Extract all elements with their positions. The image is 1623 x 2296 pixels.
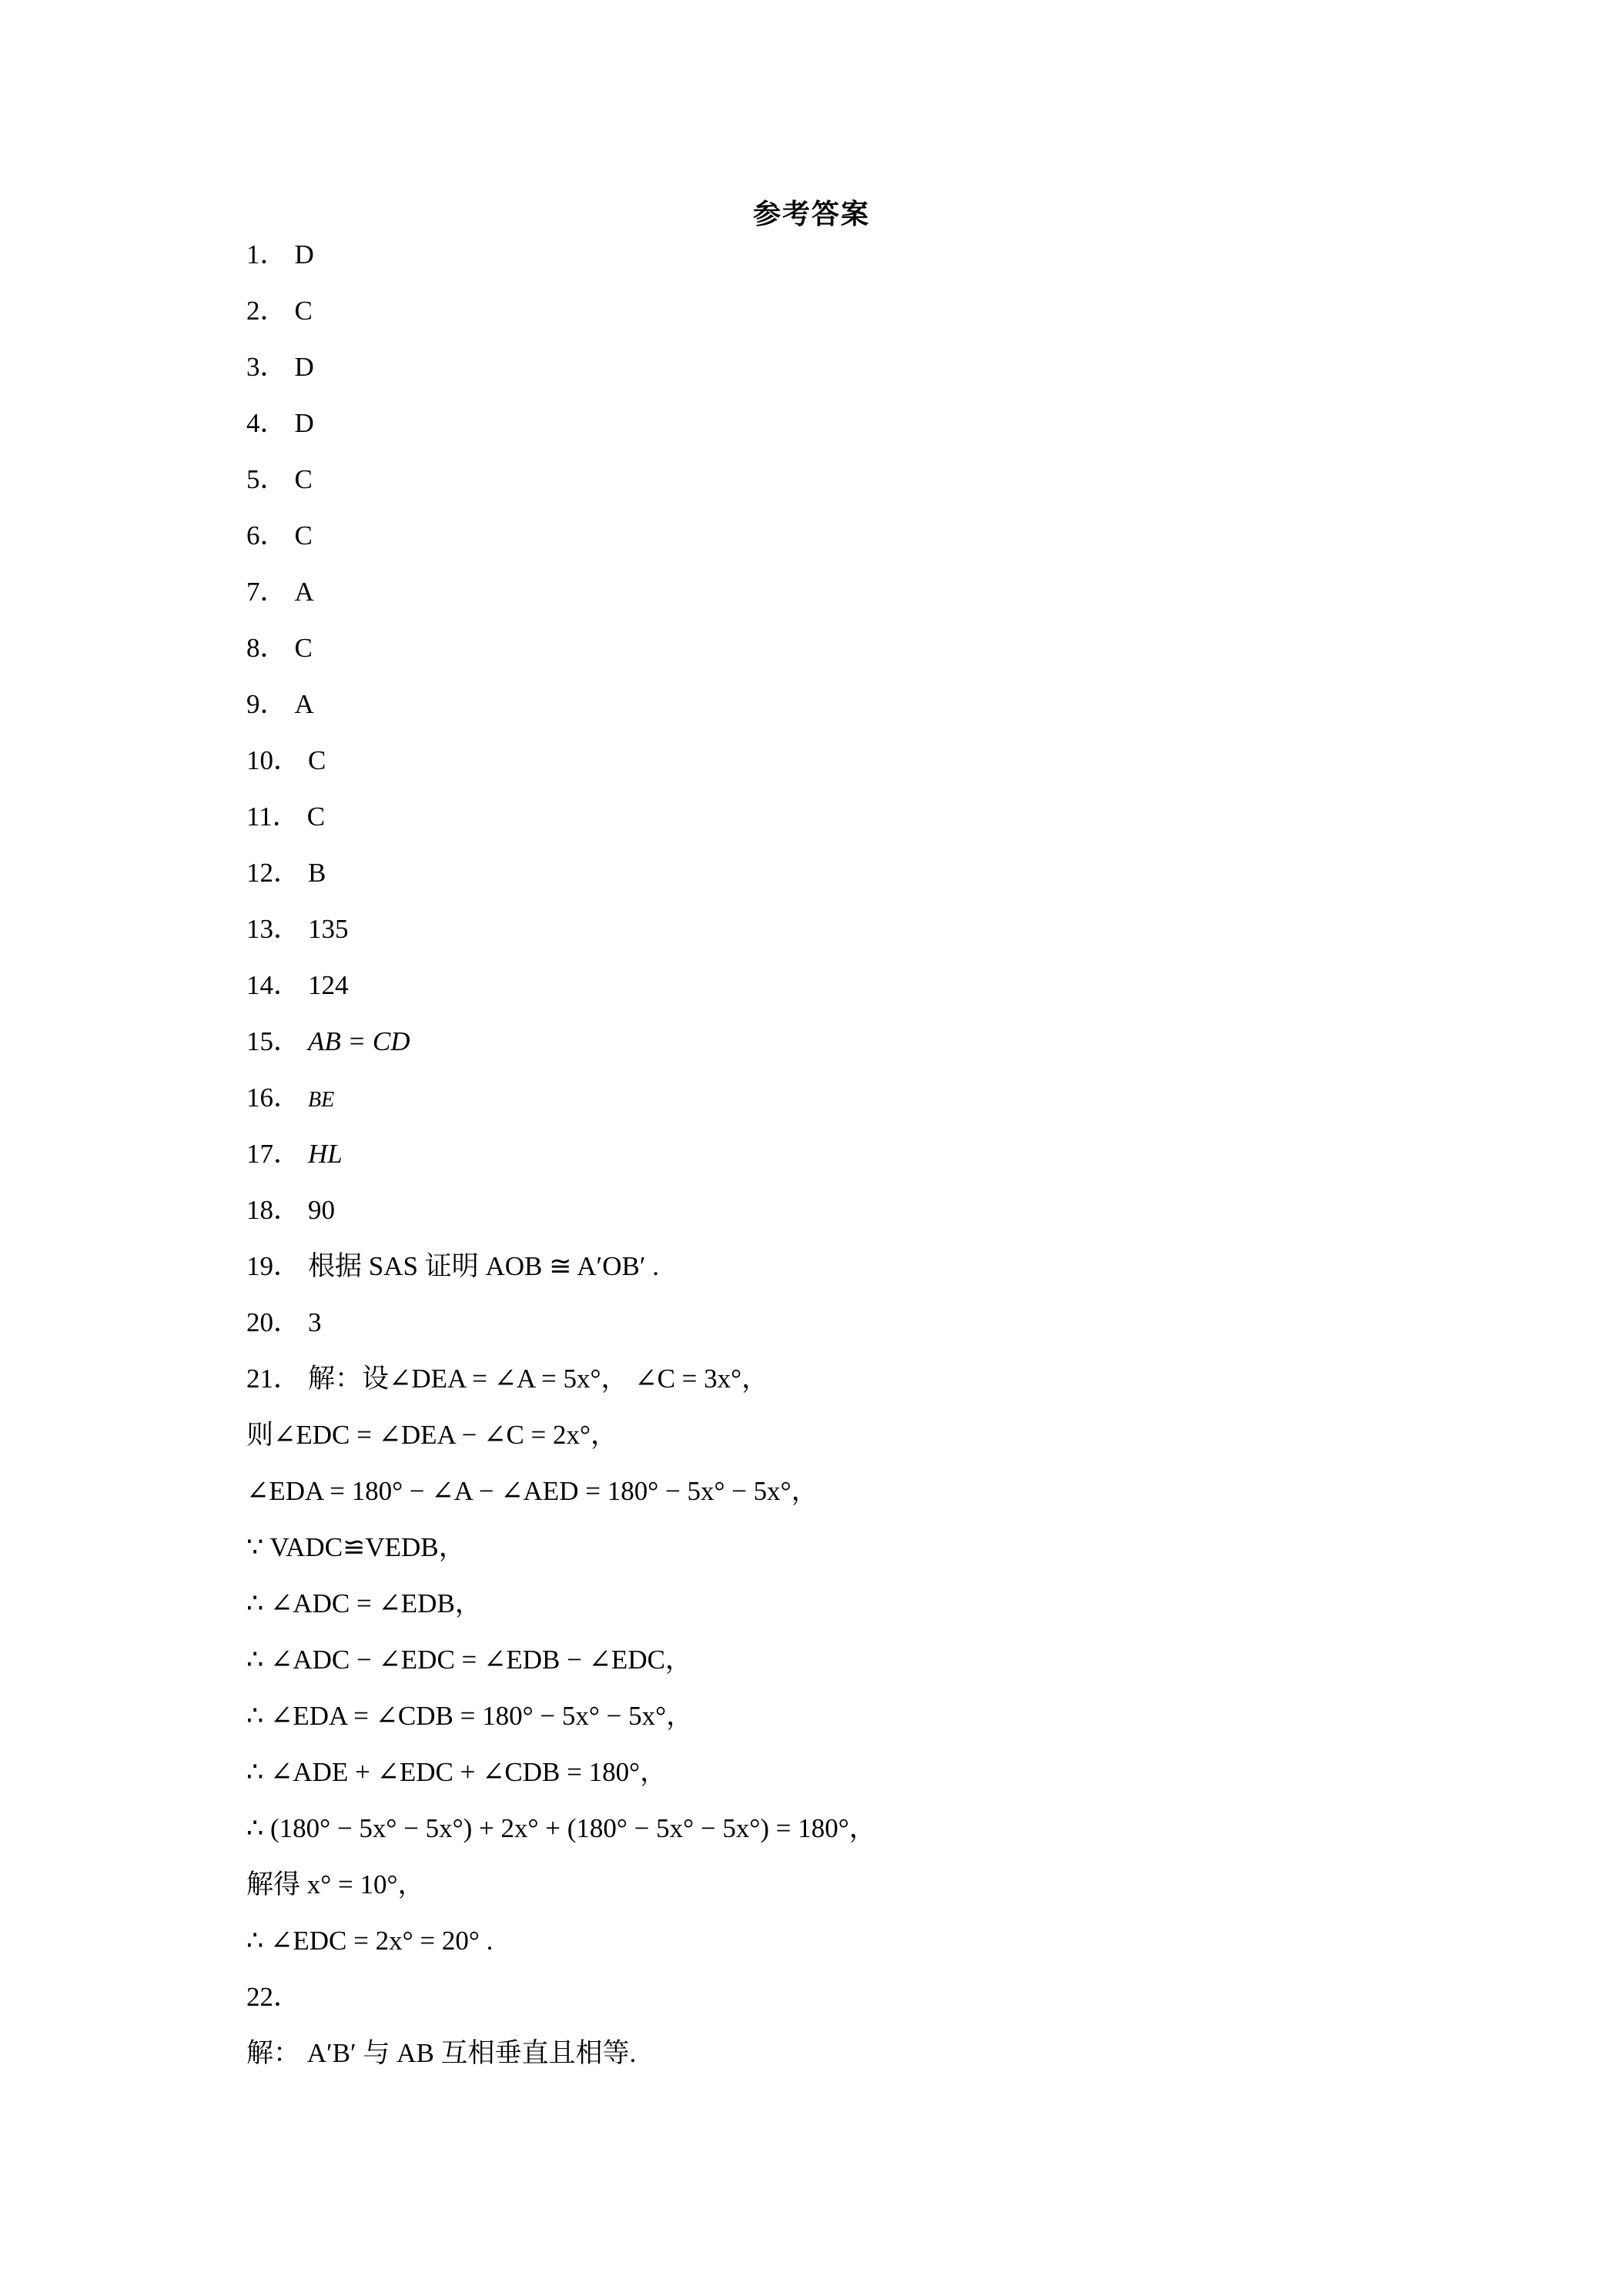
question-number: 16． [246, 1083, 301, 1113]
answer-text: C [294, 633, 313, 663]
answer-text: 3 [308, 1307, 322, 1337]
question-number: 6． [246, 520, 287, 551]
solution-step: 解： A′B′ 与 AB 互相垂直且相等. [246, 2038, 637, 2068]
question-number: 20． [246, 1307, 301, 1337]
question-number: 11． [246, 802, 300, 832]
question-number: 21． [246, 1364, 301, 1394]
answer-line [246, 292, 313, 330]
question-number: 2． [246, 296, 287, 326]
question-number: 5． [246, 464, 287, 494]
question-number: 13． [246, 914, 301, 944]
answer-line [246, 236, 314, 274]
answer-text: C [294, 464, 313, 494]
question-number: 17． [246, 1139, 301, 1169]
answer-text: 135 [308, 914, 349, 944]
solution-step: ∠EDA = 180° − ∠A − ∠AED = 180° − 5x° − 5x°， [246, 1476, 818, 1506]
solution-step: 解得 x° = 10°， [246, 1869, 425, 1899]
question-number: 22． [246, 1982, 301, 2012]
answer-line [246, 629, 313, 668]
question-number: 3． [246, 352, 287, 382]
answer-line [246, 966, 349, 1005]
question-number: 19． [246, 1251, 301, 1281]
question-number: 18． [246, 1195, 301, 1225]
answer-line [246, 1360, 768, 1398]
page-title: 参考答案 [752, 199, 870, 230]
solution-step: ∵ VADC≌VEDB， [246, 1532, 466, 1562]
question-number: 7． [246, 577, 287, 607]
question-number: 8． [246, 633, 287, 663]
answer-text: HL [308, 1139, 343, 1169]
answer-text: 解：设∠DEA = ∠A = 5x°， ∠C = 3x°， [308, 1364, 769, 1394]
solution-step: ∴ ∠EDA = ∠CDB = 180° − 5x° − 5x°， [246, 1701, 694, 1731]
answer-text: C [308, 745, 326, 775]
answer-line [246, 741, 326, 780]
answer-line [246, 1247, 659, 1286]
answer-text: BE [308, 1088, 335, 1112]
answer-text: D [294, 352, 314, 382]
answer-text: C [294, 520, 313, 551]
answer-text: B [308, 858, 326, 888]
answer-text: A [294, 577, 314, 607]
answer-line [246, 573, 314, 611]
answer-text: D [294, 408, 314, 438]
answer-line [246, 348, 314, 387]
answer-line [246, 1135, 343, 1173]
answer-text: 根据 SAS 证明 AOB ≅ A′OB′ . [308, 1251, 659, 1281]
answer-line [246, 854, 326, 892]
answer-line [246, 460, 313, 499]
answer-line [246, 685, 314, 724]
solution-step: ∴ (180° − 5x° − 5x°) + 2x° + (180° − 5x° − 5x°) = 180°， [246, 1813, 876, 1843]
answer-text: 90 [308, 1195, 336, 1225]
question-number: 1． [246, 239, 287, 269]
solution-step: ∴ ∠ADE + ∠EDC + ∠CDB = 180°， [246, 1757, 668, 1787]
answer-line [246, 910, 349, 949]
answer-text: D [294, 239, 314, 269]
answer-line [246, 1022, 410, 1061]
question-number: 4． [246, 408, 287, 438]
solution-step: ∴ ∠EDC = 2x° = 20° . [246, 1926, 494, 1956]
answer-line [246, 798, 325, 836]
answer-text: C [294, 296, 313, 326]
question-number: 9． [246, 689, 287, 719]
question-number: 12． [246, 858, 301, 888]
answer-text: AB = CD [308, 1026, 410, 1056]
question-number: 14． [246, 970, 301, 1000]
answer-line [246, 517, 313, 555]
question-number: 15． [246, 1026, 301, 1056]
solution-step: ∴ ∠ADC − ∠EDC = ∠EDB − ∠EDC， [246, 1645, 692, 1675]
answer-text: C [306, 802, 326, 832]
solution-step: ∴ ∠ADC = ∠EDB， [246, 1588, 482, 1618]
answer-line [246, 1304, 322, 1342]
answer-line [246, 1191, 335, 1230]
answer-line [246, 1079, 334, 1120]
answer-text: A [294, 689, 314, 719]
solution-step: 则∠EDC = ∠DEA − ∠C = 2x°， [246, 1420, 618, 1450]
answer-line [246, 404, 314, 443]
answer-text: 124 [308, 970, 349, 1000]
question-number: 10． [246, 745, 301, 775]
